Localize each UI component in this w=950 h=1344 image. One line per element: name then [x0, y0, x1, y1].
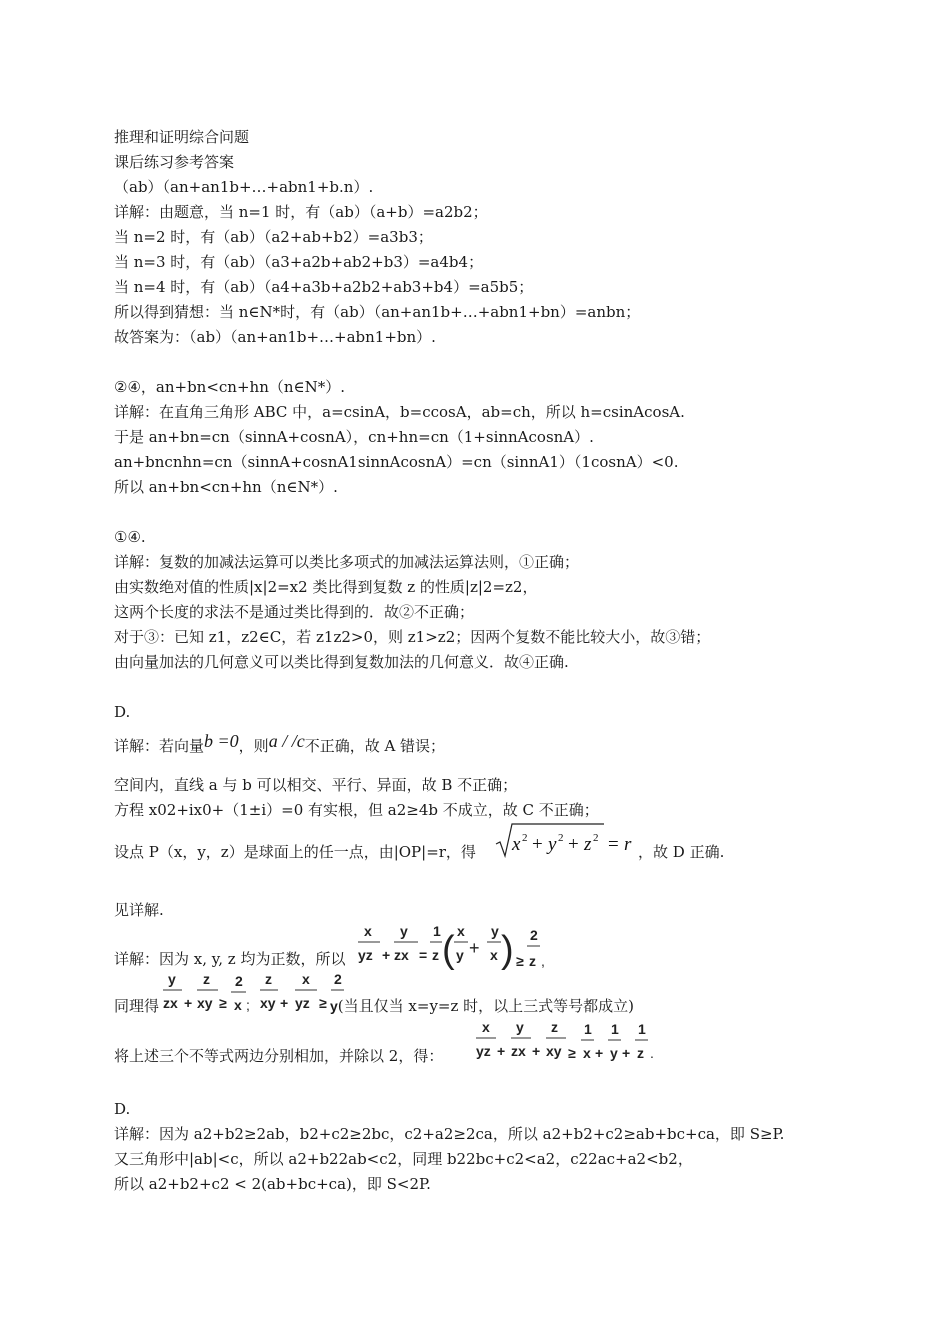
svg-text:+: +: [532, 1043, 541, 1059]
svg-text:1: 1: [638, 1021, 646, 1037]
s4-line-3: 方程 x02+ix0+（1±i）=0 有实根，但 a2≥4b 不成立，故 C 不正确；: [114, 801, 599, 819]
s5-inequality-2: [162, 968, 346, 1014]
svg-text:z: z: [432, 947, 439, 963]
svg-text:yz: yz: [358, 947, 373, 963]
s2-line-5: 所以 an+bn<cn+hn（n∈N*）.: [114, 478, 338, 496]
s1-line-3: 当 n=2 时，有（ab）（a2+ab+b2）=a3b3；: [114, 228, 433, 246]
s1-line-4: 当 n=3 时，有（ab）（a3+a2b+ab2+b3）=a4b4；: [114, 253, 484, 271]
svg-text:+: +: [568, 834, 579, 855]
svg-text:z: z: [551, 1019, 558, 1035]
s3-line-4: 这两个长度的求法不是通过类比得到的．故②不正确；: [114, 603, 475, 621]
svg-text:x: x: [512, 834, 521, 855]
svg-text:+: +: [184, 995, 193, 1011]
svg-text:+: +: [595, 1045, 604, 1061]
svg-text:2: 2: [530, 927, 538, 943]
s4-l4-post: ，故 D 正确.: [638, 843, 725, 861]
s5-line-1-pre: 详解：因为 x, y, z 均为正数，所以: [114, 950, 346, 968]
s4-l1-math-ac: a / /c: [268, 731, 305, 751]
svg-text:+: +: [532, 834, 543, 855]
s4-line-2: 空间内，直线 a 与 b 可以相交、平行、异面，故 B 不正确；: [114, 776, 518, 794]
document-subtitle: 课后练习参考答案: [114, 153, 235, 171]
s1-line-5: 当 n=4 时，有（ab）（a4+a3b+a2b2+ab3+b4）=a5b5；: [114, 278, 534, 296]
s5-line-3-pre: 将上述三个不等式两边分别相加，并除以 2，得：: [114, 1047, 444, 1065]
s4-l4-pre: 设点 P（x，y，z）是球面上的任一点，由|OP|=r，得: [114, 843, 476, 861]
svg-text:zx: zx: [511, 1043, 526, 1059]
document-title: 推理和证明综合问题: [114, 128, 250, 146]
svg-text:2: 2: [334, 971, 342, 987]
svg-text:x: x: [482, 1019, 490, 1035]
svg-text:2: 2: [235, 973, 243, 989]
svg-text:+: +: [382, 947, 391, 963]
svg-text:1: 1: [584, 1021, 592, 1037]
svg-text:+: +: [469, 938, 480, 958]
svg-text:≥: ≥: [219, 995, 227, 1011]
svg-text:,: ,: [541, 953, 545, 969]
svg-text:xy: xy: [546, 1043, 562, 1059]
s5-l2-post-text: (当且仅当 x=y=z 时，以上三式等号都成立): [337, 997, 635, 1015]
svg-text:2: 2: [558, 832, 564, 844]
s4-l1-math-b: b =0: [204, 731, 239, 751]
s6-answer: D.: [114, 1100, 131, 1118]
svg-text:+: +: [497, 1043, 506, 1059]
s1-line-7: 故答案为：（ab）（an+an1b+…+abn1+bn）.: [114, 328, 436, 346]
s4-line-4: [114, 841, 476, 863]
svg-text:r: r: [624, 834, 632, 855]
svg-text:y: y: [491, 923, 499, 939]
svg-text:2: 2: [593, 832, 599, 844]
svg-text:z: z: [529, 953, 536, 969]
s6-line-2: 又三角形中|ab|<c，所以 a2+b22ab<c2，同理 b22bc+c2<a2，c22ac+a2<b2，: [114, 1150, 693, 1168]
s2-line-4: an+bncnhn=cn（sinnA+cosnA1sinnAcosnA）=cn（sinnA1）（1cosnA）<0.: [114, 453, 679, 471]
svg-text:=: =: [419, 947, 428, 963]
svg-text:+: +: [622, 1045, 631, 1061]
s1-line-2: 详解：由题意，当 n=1 时，有（ab）（a+b）=a2b2；: [114, 203, 488, 221]
svg-text:): ): [501, 929, 514, 970]
svg-text:zx: zx: [163, 995, 178, 1011]
svg-text:y: y: [548, 834, 557, 855]
svg-text:≥: ≥: [568, 1045, 576, 1061]
svg-text:(: (: [442, 929, 455, 970]
svg-text:y: y: [400, 923, 408, 939]
s5-line-2-pre: 同理得: [114, 997, 160, 1015]
svg-text:=: =: [608, 834, 619, 855]
s5-line-2-post: [330, 995, 634, 1017]
s2-line-1: ②④，an+bn<cn+hn（n∈N*）.: [114, 378, 346, 396]
svg-text:+: +: [280, 995, 289, 1011]
s3-line-3: 由实数绝对值的性质|x|2=x2 类比得到复数 z 的性质|z|2=z2，: [114, 578, 538, 596]
s2-line-3: 于是 an+bn=cn（sinnA+cosnA），cn+hn=cn（1+sinnAcosnA）.: [114, 428, 594, 446]
svg-text:z: z: [637, 1045, 644, 1061]
svg-text:x: x: [234, 997, 242, 1013]
s3-line-1: ①④.: [114, 528, 146, 546]
s4-line-1: [114, 731, 446, 757]
svg-text:xy: xy: [260, 995, 276, 1011]
s3-line-5: 对于③：已知 z1，z2∈C，若 z1z2>0，则 z1>z2；因两个复数不能比较大小，故③错；: [114, 628, 711, 646]
svg-text:1: 1: [433, 923, 441, 939]
svg-text:1: 1: [611, 1021, 619, 1037]
svg-text:y: y: [168, 971, 176, 987]
s5-inequality-3: [474, 1016, 660, 1064]
s5-answer: 见详解.: [114, 901, 164, 919]
s4-l1-post: 不正确，故 A 错误；: [304, 737, 446, 755]
sphere-radius-formula: [494, 820, 640, 862]
s6-line-3: 所以 a2+b2+c2 < 2(ab+bc+ca)，即 S<2P.: [114, 1175, 431, 1193]
svg-text:≥: ≥: [516, 953, 524, 969]
svg-text:≥: ≥: [319, 995, 327, 1011]
svg-text:x: x: [302, 971, 310, 987]
s1-line-1: （ab）（an+an1b+…+abn1+b.n）.: [114, 178, 374, 196]
svg-text:y: y: [516, 1019, 524, 1035]
svg-text:yz: yz: [476, 1043, 491, 1059]
svg-text:xy: xy: [197, 995, 213, 1011]
s3-line-2: 详解：复数的加减法运算可以类比多项式的加减法运算法则，①正确；: [114, 553, 580, 571]
s4-l1-pre: 详解：若向量: [114, 737, 205, 755]
svg-text:z: z: [203, 971, 210, 987]
s1-line-6: 所以得到猜想：当 n∈N*时，有（ab）（an+an1b+…+abn1+bn）=anbn；: [114, 303, 641, 321]
svg-text:y: y: [610, 1045, 618, 1061]
svg-text:z: z: [265, 971, 272, 987]
svg-text:y: y: [456, 947, 464, 963]
svg-text:x: x: [490, 947, 498, 963]
s4-answer: D.: [114, 703, 131, 721]
svg-text:;: ;: [246, 997, 250, 1013]
svg-text:.: .: [650, 1045, 654, 1061]
svg-text:2: 2: [522, 832, 528, 844]
s6-line-1: 详解：因为 a2+b2≥2ab，b2+c2≥2bc，c2+a2≥2ca，所以 a2+b2+c2≥ab+bc+ca，即 S≥P.: [114, 1125, 785, 1143]
s5-l2-y: y: [330, 998, 338, 1014]
s3-line-6: 由向量加法的几何意义可以类比得到复数加法的几何意义．故④正确.: [114, 653, 569, 671]
svg-text:x: x: [364, 923, 372, 939]
s4-l1-mid: ，则: [238, 737, 269, 755]
svg-text:yz: yz: [295, 995, 310, 1011]
s5-inequality-1: [356, 920, 550, 970]
svg-text:x: x: [457, 923, 465, 939]
svg-text:x: x: [583, 1045, 591, 1061]
svg-text:zx: zx: [394, 947, 409, 963]
s2-line-2: 详解：在直角三角形 ABC 中，a=csinA，b=ccosA，ab=ch，所以 h=csinAcosA.: [114, 403, 685, 421]
svg-text:z: z: [584, 834, 592, 855]
